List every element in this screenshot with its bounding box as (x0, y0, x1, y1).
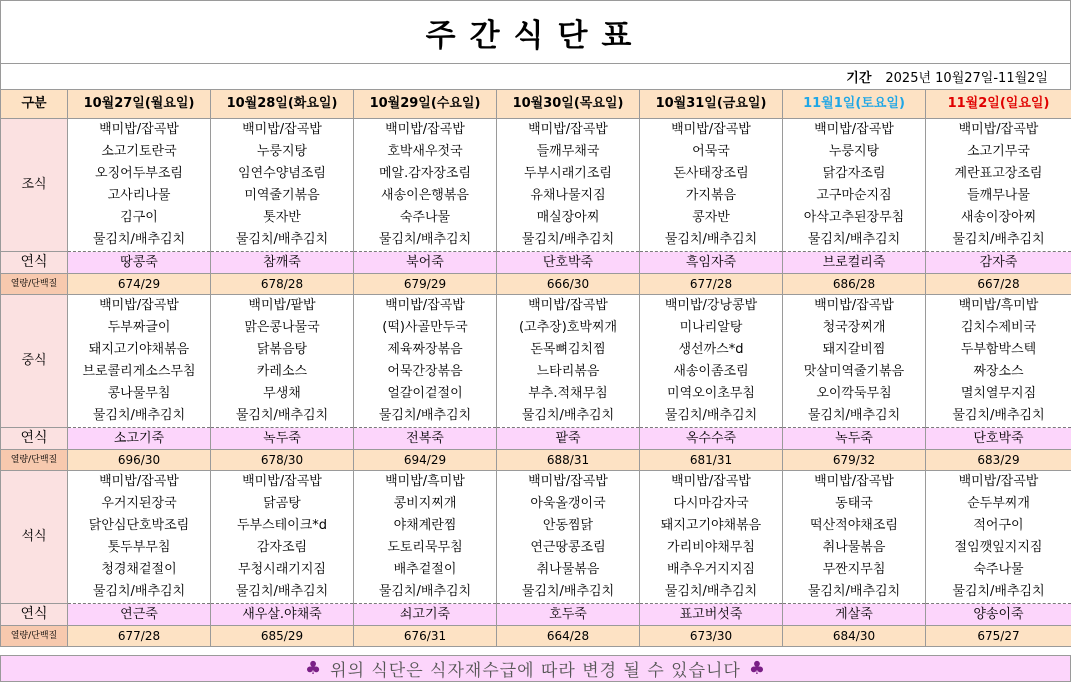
porridge-cell: 팥죽 (497, 428, 640, 450)
dish-row (1, 405, 1071, 428)
porridge-label: 연식 (1, 428, 68, 450)
dish-cell: 우거지된장국 (68, 493, 211, 515)
dish-cell: 백미밥/잡곡밥 (68, 119, 211, 142)
dish-cell: 브로콜리게소스무침 (68, 361, 211, 383)
dish-cell: 들깨무나물 (926, 185, 1071, 207)
nutrition-cell: 677/28 (68, 626, 211, 647)
dish-cell: 무짠지무침 (783, 559, 926, 581)
nutrition-cell: 683/29 (926, 450, 1071, 471)
dish-cell: 어묵국 (640, 141, 783, 163)
porridge-cell: 감자죽 (926, 252, 1071, 274)
porridge-cell: 단호박죽 (497, 252, 640, 274)
porridge-cell: 옥수수죽 (640, 428, 783, 450)
porridge-row (1, 604, 1071, 626)
porridge-row (1, 252, 1071, 274)
dish-cell: 백미밥/잡곡밥 (211, 471, 354, 494)
dish-cell: 새송이장아찌 (926, 207, 1071, 229)
dish-cell: 카레소스 (211, 361, 354, 383)
day-header: 11월2일(일요일) (926, 90, 1071, 119)
dish-cell: 물김치/배추김치 (68, 229, 211, 252)
nutrition-cell: 678/30 (211, 450, 354, 471)
dish-cell: 백미밥/잡곡밥 (783, 119, 926, 142)
nutrition-label: 열량/단백질 (1, 450, 68, 471)
dish-cell: 백미밥/잡곡밥 (497, 119, 640, 142)
porridge-label: 연식 (1, 604, 68, 626)
dish-cell: 숙주나물 (926, 559, 1071, 581)
dish-cell: 물김치/배추김치 (497, 405, 640, 428)
dish-cell: 돼지갈비찜 (783, 339, 926, 361)
dish-cell: 톳자반 (211, 207, 354, 229)
dish-cell: 백미밥/잡곡밥 (783, 471, 926, 494)
dish-cell: 무청시래기지짐 (211, 559, 354, 581)
dish-cell: 백미밥/잡곡밥 (354, 295, 497, 318)
dish-cell: 무생채 (211, 383, 354, 405)
dish-cell: 물김치/배추김치 (926, 405, 1071, 428)
dish-cell: 두부함박스텍 (926, 339, 1071, 361)
notice-text: 위의 식단은 식자재수급에 따라 변경 될 수 있습니다 (330, 661, 741, 681)
nutrition-cell: 673/30 (640, 626, 783, 647)
dish-cell: 가지볶음 (640, 185, 783, 207)
period-value: 2025년 10월27일-11월2일 (885, 71, 1048, 86)
dish-cell: 짜장소스 (926, 361, 1071, 383)
nutrition-cell: 679/32 (783, 450, 926, 471)
nutrition-cell: 678/28 (211, 274, 354, 295)
dish-cell: 물김치/배추김치 (354, 229, 497, 252)
dish-cell: 청경채겉절이 (68, 559, 211, 581)
porridge-cell: 게살죽 (783, 604, 926, 626)
dish-cell: 오징어두부조림 (68, 163, 211, 185)
dish-cell: 아욱올갱이국 (497, 493, 640, 515)
dish-row (1, 295, 1071, 318)
dish-cell: 물김치/배추김치 (211, 581, 354, 604)
dish-row (1, 163, 1071, 185)
dish-cell: 맛살미역줄기볶음 (783, 361, 926, 383)
dish-cell: 물김치/배추김치 (211, 405, 354, 428)
meal-label: 중식 (1, 295, 68, 428)
dish-cell: 물김치/배추김치 (783, 581, 926, 604)
dish-cell: 취나물볶음 (783, 537, 926, 559)
dish-row (1, 493, 1071, 515)
dish-cell: 느타리볶음 (497, 361, 640, 383)
dish-cell: 백미밥/잡곡밥 (783, 295, 926, 318)
dish-cell: 콩자반 (640, 207, 783, 229)
nutrition-cell: 681/31 (640, 450, 783, 471)
header-row (1, 90, 1071, 119)
menu-table (0, 89, 1071, 647)
club-icon: ♣ (748, 658, 766, 679)
dish-cell: 백미밥/강낭콩밥 (640, 295, 783, 318)
dish-cell: 물김치/배추김치 (497, 581, 640, 604)
nutrition-row (1, 450, 1071, 471)
dish-cell: 닭곰탕 (211, 493, 354, 515)
dish-row (1, 119, 1071, 142)
dish-cell: 절임깻잎지지짐 (926, 537, 1071, 559)
dish-cell: 백미밥/잡곡밥 (640, 471, 783, 494)
dish-row (1, 537, 1071, 559)
dish-cell: 돈사태장조림 (640, 163, 783, 185)
dish-cell: 콩나물무침 (68, 383, 211, 405)
dish-row (1, 515, 1071, 537)
dish-cell: 연근땅콩조림 (497, 537, 640, 559)
dish-cell: 부추.적채무침 (497, 383, 640, 405)
nutrition-row (1, 626, 1071, 647)
dish-cell: 물김치/배추김치 (354, 581, 497, 604)
day-header: 10월29일(수요일) (354, 90, 497, 119)
nutrition-cell: 666/30 (497, 274, 640, 295)
dish-cell: 김치수제비국 (926, 317, 1071, 339)
dish-cell: 적어구이 (926, 515, 1071, 537)
club-icon: ♣ (305, 658, 323, 679)
dish-cell: 새송이좀조림 (640, 361, 783, 383)
dish-cell: 물김치/배추김치 (640, 229, 783, 252)
dish-cell: 미나리알탕 (640, 317, 783, 339)
nutrition-cell: 694/29 (354, 450, 497, 471)
dish-row (1, 361, 1071, 383)
dish-cell: 들깨무채국 (497, 141, 640, 163)
porridge-cell: 녹두죽 (211, 428, 354, 450)
dish-cell: 가리비야채무침 (640, 537, 783, 559)
dish-cell: 미역오이초무침 (640, 383, 783, 405)
dish-cell: 취나물볶음 (497, 559, 640, 581)
dish-cell: 백미밥/잡곡밥 (211, 119, 354, 142)
meal-label: 석식 (1, 471, 68, 604)
dish-row (1, 141, 1071, 163)
porridge-cell: 소고기죽 (68, 428, 211, 450)
dish-cell: 아삭고추된장무침 (783, 207, 926, 229)
dish-cell: 맑은콩나물국 (211, 317, 354, 339)
dish-row (1, 229, 1071, 252)
dish-cell: 오이깍둑무침 (783, 383, 926, 405)
dish-cell: 물김치/배추김치 (926, 581, 1071, 604)
dish-cell: 멸치열무지짐 (926, 383, 1071, 405)
dish-cell: 안동찜닭 (497, 515, 640, 537)
dish-cell: 물김치/배추김치 (211, 229, 354, 252)
dish-cell: 물김치/배추김치 (68, 581, 211, 604)
porridge-cell: 단호박죽 (926, 428, 1071, 450)
porridge-cell: 브로컬리죽 (783, 252, 926, 274)
dish-row (1, 185, 1071, 207)
period-line (0, 64, 1071, 89)
dish-cell: 김구이 (68, 207, 211, 229)
dish-cell: 호박새우젓국 (354, 141, 497, 163)
porridge-cell: 녹두죽 (783, 428, 926, 450)
dish-cell: 배추우거지지짐 (640, 559, 783, 581)
porridge-cell: 흑임자죽 (640, 252, 783, 274)
dish-cell: 고사리나물 (68, 185, 211, 207)
dish-cell: 돼지고기야채볶음 (68, 339, 211, 361)
nutrition-cell: 685/29 (211, 626, 354, 647)
dish-cell: 누룽지탕 (211, 141, 354, 163)
nutrition-cell: 677/28 (640, 274, 783, 295)
dish-cell: 제육짜장볶음 (354, 339, 497, 361)
dish-row (1, 559, 1071, 581)
dish-cell: 물김치/배추김치 (926, 229, 1071, 252)
nutrition-cell: 664/28 (497, 626, 640, 647)
dish-cell: 백미밥/잡곡밥 (68, 471, 211, 494)
dish-cell: 톳두부무침 (68, 537, 211, 559)
dish-cell: 메알.감자장조림 (354, 163, 497, 185)
header-category: 구분 (1, 90, 68, 119)
dish-cell: (고추장)호박찌개 (497, 317, 640, 339)
dish-cell: 백미밥/잡곡밥 (926, 471, 1071, 494)
dish-row (1, 581, 1071, 604)
nutrition-cell: 667/28 (926, 274, 1071, 295)
dish-row (1, 317, 1071, 339)
dish-cell: 백미밥/잡곡밥 (68, 295, 211, 318)
dish-cell: 닭감자조림 (783, 163, 926, 185)
nutrition-label: 열량/단백질 (1, 626, 68, 647)
dish-cell: 닭안심단호박조림 (68, 515, 211, 537)
porridge-cell: 연근죽 (68, 604, 211, 626)
dish-cell: 고구마순지짐 (783, 185, 926, 207)
dish-cell: 떡산적야채조림 (783, 515, 926, 537)
dish-cell: 감자조림 (211, 537, 354, 559)
dish-row (1, 207, 1071, 229)
dish-cell: 백미밥/잡곡밥 (926, 119, 1071, 142)
dish-cell: 백미밥/잡곡밥 (497, 471, 640, 494)
dish-cell: 누룽지탕 (783, 141, 926, 163)
dish-cell: 물김치/배추김치 (783, 405, 926, 428)
porridge-cell: 전복죽 (354, 428, 497, 450)
dish-cell: 미역줄기볶음 (211, 185, 354, 207)
nutrition-cell: 679/29 (354, 274, 497, 295)
dish-cell: 두부스테이크*d (211, 515, 354, 537)
dish-cell: 어묵간장볶음 (354, 361, 497, 383)
dish-cell: 백미밥/팥밥 (211, 295, 354, 318)
day-header: 10월28일(화요일) (211, 90, 354, 119)
porridge-cell: 북어죽 (354, 252, 497, 274)
nutrition-cell: 674/29 (68, 274, 211, 295)
porridge-cell: 호두죽 (497, 604, 640, 626)
nutrition-cell: 696/30 (68, 450, 211, 471)
nutrition-cell: 676/31 (354, 626, 497, 647)
porridge-cell: 양송이죽 (926, 604, 1071, 626)
dish-cell: 백미밥/잡곡밥 (640, 119, 783, 142)
dish-cell: 청국장찌개 (783, 317, 926, 339)
dish-cell: 새송이은행볶음 (354, 185, 497, 207)
dish-cell: 콩비지찌개 (354, 493, 497, 515)
dish-cell: 물김치/배추김치 (497, 229, 640, 252)
meal-label: 조식 (1, 119, 68, 252)
porridge-label: 연식 (1, 252, 68, 274)
dish-row (1, 339, 1071, 361)
page-title: 주간식단표 (0, 0, 1071, 64)
dish-cell: 닭볶음탕 (211, 339, 354, 361)
dish-cell: 유채나물지짐 (497, 185, 640, 207)
dish-cell: 소고기무국 (926, 141, 1071, 163)
porridge-cell: 참깨죽 (211, 252, 354, 274)
dish-cell: 물김치/배추김치 (640, 581, 783, 604)
dish-cell: (떡)사골만두국 (354, 317, 497, 339)
dish-cell: 동태국 (783, 493, 926, 515)
dish-cell: 백미밥/잡곡밥 (354, 119, 497, 142)
dish-cell: 숙주나물 (354, 207, 497, 229)
dish-row (1, 383, 1071, 405)
nutrition-cell: 684/30 (783, 626, 926, 647)
dish-cell: 순두부찌개 (926, 493, 1071, 515)
dish-cell: 물김치/배추김치 (640, 405, 783, 428)
dish-cell: 임연수양념조림 (211, 163, 354, 185)
dish-cell: 물김치/배추김치 (354, 405, 497, 428)
dish-cell: 얼갈이겉절이 (354, 383, 497, 405)
dish-cell: 백미밥/흑미밥 (926, 295, 1071, 318)
dish-cell: 계란표고장조림 (926, 163, 1071, 185)
dish-cell: 매실장아찌 (497, 207, 640, 229)
porridge-row (1, 428, 1071, 450)
day-header: 10월27일(월요일) (68, 90, 211, 119)
notice-footer (0, 655, 1071, 682)
dish-cell: 도토리묵무침 (354, 537, 497, 559)
dish-cell: 다시마감자국 (640, 493, 783, 515)
porridge-cell: 새우살.야채죽 (211, 604, 354, 626)
porridge-cell: 표고버섯죽 (640, 604, 783, 626)
dish-cell: 배추겉절이 (354, 559, 497, 581)
dish-cell: 물김치/배추김치 (68, 405, 211, 428)
dish-cell: 생선까스*d (640, 339, 783, 361)
dish-cell: 두부시래기조림 (497, 163, 640, 185)
porridge-cell: 땅콩죽 (68, 252, 211, 274)
dish-cell: 소고기토란국 (68, 141, 211, 163)
day-header: 11월1일(토요일) (783, 90, 926, 119)
nutrition-label: 열량/단백질 (1, 274, 68, 295)
nutrition-cell: 686/28 (783, 274, 926, 295)
nutrition-cell: 688/31 (497, 450, 640, 471)
nutrition-row (1, 274, 1071, 295)
dish-cell: 돈목뼈김치찜 (497, 339, 640, 361)
dish-cell: 두부짜글이 (68, 317, 211, 339)
dish-cell: 백미밥/잡곡밥 (497, 295, 640, 318)
dish-cell: 야채계란찜 (354, 515, 497, 537)
day-header: 10월31일(금요일) (640, 90, 783, 119)
nutrition-cell: 675/27 (926, 626, 1071, 647)
dish-cell: 백미밥/흑미밥 (354, 471, 497, 494)
porridge-cell: 쇠고기죽 (354, 604, 497, 626)
day-header: 10월30일(목요일) (497, 90, 640, 119)
dish-cell: 돼지고기야채볶음 (640, 515, 783, 537)
period-label: 기간 (846, 71, 872, 86)
dish-cell: 물김치/배추김치 (783, 229, 926, 252)
dish-row (1, 471, 1071, 494)
